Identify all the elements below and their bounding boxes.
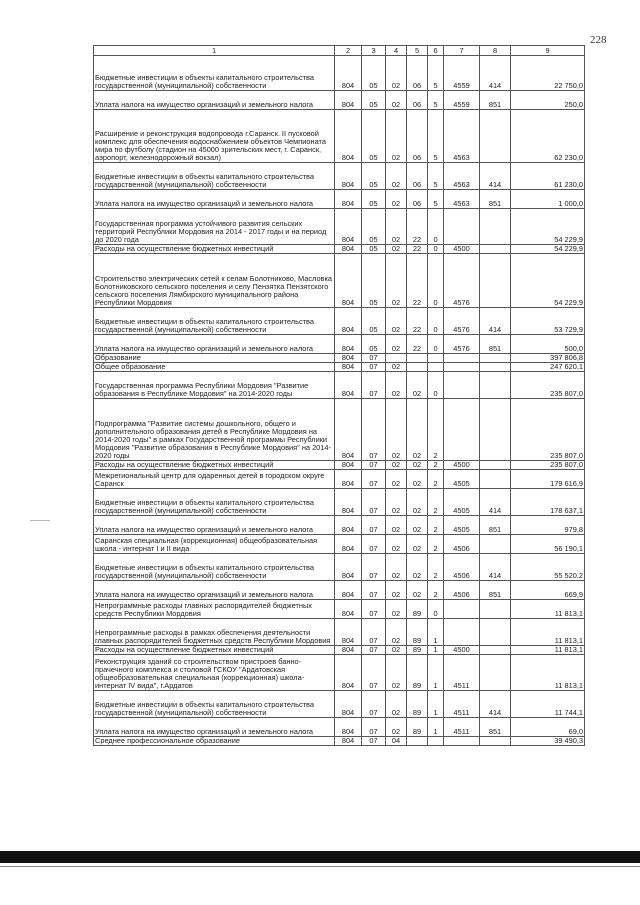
row-code-c5: 89 bbox=[407, 619, 428, 646]
row-code-c2: 804 bbox=[335, 470, 362, 489]
column-header-7: 7 bbox=[444, 46, 480, 56]
row-code-c2: 804 bbox=[335, 56, 362, 91]
table-row bbox=[94, 655, 585, 691]
row-code-c8: 851 bbox=[480, 335, 511, 354]
row-code-c2: 804 bbox=[335, 600, 362, 619]
row-code-c8: 851 bbox=[480, 516, 511, 535]
row-code-c2: 804 bbox=[335, 535, 362, 554]
table-row bbox=[94, 308, 585, 335]
row-amount: 247 620,1 bbox=[511, 363, 585, 372]
row-code-c5: 22 bbox=[407, 308, 428, 335]
row-code-c7 bbox=[444, 737, 480, 746]
page-number: 228 bbox=[590, 34, 607, 46]
row-code-c8 bbox=[480, 619, 511, 646]
row-code-c5: 02 bbox=[407, 581, 428, 600]
row-code-c7: 4500 bbox=[444, 245, 480, 254]
table-row bbox=[94, 399, 585, 461]
row-code-c3: 07 bbox=[362, 655, 386, 691]
row-code-c6 bbox=[428, 737, 444, 746]
row-code-c4: 02 bbox=[386, 718, 407, 737]
row-code-c4: 02 bbox=[386, 110, 407, 163]
row-amount: 61 230,0 bbox=[511, 163, 585, 190]
row-code-c6: 5 bbox=[428, 190, 444, 209]
row-code-c8 bbox=[480, 737, 511, 746]
row-amount: 500,0 bbox=[511, 335, 585, 354]
table-row bbox=[94, 461, 585, 470]
row-code-c4: 02 bbox=[386, 163, 407, 190]
row-description: Уплата налога на имущество организаций и земельного налога bbox=[94, 581, 335, 600]
table-row bbox=[94, 190, 585, 209]
row-code-c7: 4500 bbox=[444, 461, 480, 470]
row-code-c8 bbox=[480, 372, 511, 399]
row-code-c3: 05 bbox=[362, 163, 386, 190]
row-amount: 69,0 bbox=[511, 718, 585, 737]
row-code-c2: 804 bbox=[335, 209, 362, 245]
row-code-c6: 5 bbox=[428, 110, 444, 163]
row-code-c7 bbox=[444, 354, 480, 363]
row-description: Бюджетные инвестиции в объекты капитального строительства государственной (муниципальной) собственности bbox=[94, 489, 335, 516]
row-description: Бюджетные инвестиции в объекты капитального строительства государственной (муниципальной) собственности bbox=[94, 554, 335, 581]
row-code-c8 bbox=[480, 646, 511, 655]
row-code-c3: 07 bbox=[362, 354, 386, 363]
row-code-c6: 0 bbox=[428, 600, 444, 619]
row-code-c4: 02 bbox=[386, 254, 407, 308]
row-code-c7: 4576 bbox=[444, 335, 480, 354]
row-code-c8 bbox=[480, 254, 511, 308]
row-code-c2: 804 bbox=[335, 554, 362, 581]
scan-edge-line bbox=[0, 866, 640, 867]
row-code-c5: 22 bbox=[407, 335, 428, 354]
row-code-c6: 2 bbox=[428, 489, 444, 516]
row-code-c2: 804 bbox=[335, 110, 362, 163]
scan-mark bbox=[30, 520, 50, 521]
row-code-c5 bbox=[407, 354, 428, 363]
row-amount: 11 813,1 bbox=[511, 619, 585, 646]
row-amount: 22 750,0 bbox=[511, 56, 585, 91]
row-amount: 1 000,0 bbox=[511, 190, 585, 209]
table-row bbox=[94, 516, 585, 535]
row-description: Уплата налога на имущество организаций и земельного налога bbox=[94, 718, 335, 737]
header-row bbox=[94, 46, 585, 56]
row-code-c8 bbox=[480, 110, 511, 163]
row-code-c4: 02 bbox=[386, 56, 407, 91]
row-code-c6: 2 bbox=[428, 470, 444, 489]
row-description: Расходы на осуществление бюджетных инвестиций bbox=[94, 245, 335, 254]
row-code-c4: 02 bbox=[386, 554, 407, 581]
row-description: Подпрограмма "Развитие системы дошкольного, общего и дополнительного образования детей в Республике Мордовия на 2014-2020 годы" в рамках Государственной программы Республики Мордовия "Развитие образования в Республике Мордовия" на 2014-2020 годы bbox=[94, 399, 335, 461]
row-code-c7 bbox=[444, 372, 480, 399]
row-code-c7: 4505 bbox=[444, 489, 480, 516]
row-code-c8: 414 bbox=[480, 691, 511, 718]
table-row bbox=[94, 110, 585, 163]
row-code-c4: 04 bbox=[386, 737, 407, 746]
row-code-c5: 89 bbox=[407, 655, 428, 691]
row-code-c7: 4506 bbox=[444, 535, 480, 554]
row-amount: 54 229,9 bbox=[511, 245, 585, 254]
row-code-c8: 414 bbox=[480, 554, 511, 581]
table-row bbox=[94, 470, 585, 489]
row-code-c8 bbox=[480, 470, 511, 489]
row-amount: 250,0 bbox=[511, 91, 585, 110]
row-code-c5: 02 bbox=[407, 399, 428, 461]
row-code-c5: 02 bbox=[407, 516, 428, 535]
row-code-c3: 07 bbox=[362, 581, 386, 600]
column-header-9: 9 bbox=[511, 46, 585, 56]
row-code-c8: 851 bbox=[480, 581, 511, 600]
row-code-c6: 1 bbox=[428, 619, 444, 646]
table-body bbox=[94, 56, 585, 746]
row-amount: 39 490,3 bbox=[511, 737, 585, 746]
row-code-c2: 804 bbox=[335, 655, 362, 691]
row-code-c8 bbox=[480, 461, 511, 470]
row-code-c6: 5 bbox=[428, 163, 444, 190]
row-description: Расходы на осуществление бюджетных инвестиций bbox=[94, 461, 335, 470]
row-code-c8 bbox=[480, 399, 511, 461]
row-code-c6: 2 bbox=[428, 554, 444, 581]
row-code-c8 bbox=[480, 209, 511, 245]
row-description: Уплата налога на имущество организаций и земельного налога bbox=[94, 516, 335, 535]
row-code-c2: 804 bbox=[335, 254, 362, 308]
row-code-c8: 414 bbox=[480, 163, 511, 190]
row-code-c7: 4563 bbox=[444, 110, 480, 163]
row-code-c2: 804 bbox=[335, 489, 362, 516]
row-code-c3: 05 bbox=[362, 91, 386, 110]
row-code-c8 bbox=[480, 245, 511, 254]
row-code-c8 bbox=[480, 600, 511, 619]
row-code-c2: 804 bbox=[335, 308, 362, 335]
row-amount: 11 744,1 bbox=[511, 691, 585, 718]
row-code-c4: 02 bbox=[386, 363, 407, 372]
row-code-c7: 4506 bbox=[444, 581, 480, 600]
column-header-5: 5 bbox=[407, 46, 428, 56]
row-code-c7: 4576 bbox=[444, 308, 480, 335]
row-code-c6: 0 bbox=[428, 245, 444, 254]
row-code-c3: 07 bbox=[362, 554, 386, 581]
column-header-4: 4 bbox=[386, 46, 407, 56]
row-code-c8: 414 bbox=[480, 308, 511, 335]
row-code-c7: 4563 bbox=[444, 163, 480, 190]
row-code-c2: 804 bbox=[335, 737, 362, 746]
row-amount: 979,8 bbox=[511, 516, 585, 535]
row-description: Образование bbox=[94, 354, 335, 363]
row-code-c6: 1 bbox=[428, 646, 444, 655]
row-code-c7 bbox=[444, 363, 480, 372]
row-code-c2: 804 bbox=[335, 619, 362, 646]
row-code-c2: 804 bbox=[335, 691, 362, 718]
row-code-c7: 4559 bbox=[444, 91, 480, 110]
row-code-c3: 05 bbox=[362, 308, 386, 335]
table-row bbox=[94, 646, 585, 655]
row-code-c3: 07 bbox=[362, 516, 386, 535]
row-amount: 54 229,9 bbox=[511, 254, 585, 308]
row-code-c5: 06 bbox=[407, 91, 428, 110]
row-description: Бюджетные инвестиции в объекты капитального строительства государственной (муниципальной) собственности bbox=[94, 691, 335, 718]
row-code-c6: 0 bbox=[428, 372, 444, 399]
row-code-c3: 07 bbox=[362, 646, 386, 655]
row-amount: 11 813,1 bbox=[511, 600, 585, 619]
row-description: Уплата налога на имущество организаций и земельного налога bbox=[94, 190, 335, 209]
row-description: Строительство электрических сетей к селам Болотниково, Масловка Болотниковского сельского поселения и селу Пензятка Пензятского сельского поселения Лямбирского муниципального района Республики Мордовия bbox=[94, 254, 335, 308]
table-row bbox=[94, 209, 585, 245]
row-code-c6: 0 bbox=[428, 308, 444, 335]
row-code-c2: 804 bbox=[335, 581, 362, 600]
row-code-c4: 02 bbox=[386, 399, 407, 461]
row-code-c6: 2 bbox=[428, 535, 444, 554]
row-amount: 235 807,0 bbox=[511, 372, 585, 399]
row-code-c3: 05 bbox=[362, 56, 386, 91]
row-code-c4: 02 bbox=[386, 691, 407, 718]
row-code-c2: 804 bbox=[335, 245, 362, 254]
row-code-c6: 5 bbox=[428, 56, 444, 91]
row-code-c6: 0 bbox=[428, 209, 444, 245]
row-code-c5: 06 bbox=[407, 190, 428, 209]
row-code-c7: 4506 bbox=[444, 554, 480, 581]
row-code-c2: 804 bbox=[335, 91, 362, 110]
row-code-c4: 02 bbox=[386, 655, 407, 691]
row-description: Расширение и реконструкция водопровода г.Саранск. II пусковой комплекс для обеспечения водоснабжением объектов Чемпионата мира по футболу (стадион на 45000 зрительских мест, г. Саранск, аэропорт, железнодорожный вокзал) bbox=[94, 110, 335, 163]
row-code-c8 bbox=[480, 363, 511, 372]
row-code-c4: 02 bbox=[386, 489, 407, 516]
row-code-c2: 804 bbox=[335, 372, 362, 399]
row-code-c6: 2 bbox=[428, 581, 444, 600]
table-row bbox=[94, 335, 585, 354]
row-code-c7: 4511 bbox=[444, 718, 480, 737]
row-description: Расходы на осуществление бюджетных инвестиций bbox=[94, 646, 335, 655]
row-code-c4: 02 bbox=[386, 619, 407, 646]
row-description: Реконструкция зданий со строительством пристроев банно-прачечного комплекса и столовой ГСКОУ "Ардатовская общеобразовательная специальная (коррекционная) школа-интернат IV вида", г.Ардатов bbox=[94, 655, 335, 691]
row-code-c6 bbox=[428, 354, 444, 363]
table-row bbox=[94, 254, 585, 308]
row-code-c8: 851 bbox=[480, 190, 511, 209]
row-code-c6: 1 bbox=[428, 691, 444, 718]
table-row bbox=[94, 619, 585, 646]
row-description: Межрегиональный центр для одаренных детей в городском округе Саранск bbox=[94, 470, 335, 489]
column-header-2: 2 bbox=[335, 46, 362, 56]
column-header-3: 3 bbox=[362, 46, 386, 56]
row-code-c6: 0 bbox=[428, 335, 444, 354]
row-code-c3: 07 bbox=[362, 372, 386, 399]
row-code-c5: 06 bbox=[407, 56, 428, 91]
row-code-c6: 5 bbox=[428, 91, 444, 110]
row-code-c3: 07 bbox=[362, 691, 386, 718]
row-code-c5: 22 bbox=[407, 254, 428, 308]
row-code-c4: 02 bbox=[386, 91, 407, 110]
row-code-c8: 414 bbox=[480, 56, 511, 91]
row-code-c2: 804 bbox=[335, 718, 362, 737]
table-row bbox=[94, 718, 585, 737]
row-code-c5: 06 bbox=[407, 110, 428, 163]
row-code-c5: 89 bbox=[407, 600, 428, 619]
table-row bbox=[94, 91, 585, 110]
row-amount: 62 230,0 bbox=[511, 110, 585, 163]
row-description: Бюджетные инвестиции в объекты капитального строительства государственной (муниципальной) собственности bbox=[94, 308, 335, 335]
row-code-c4: 02 bbox=[386, 581, 407, 600]
row-description: Общее образование bbox=[94, 363, 335, 372]
row-code-c5: 02 bbox=[407, 554, 428, 581]
row-code-c5: 89 bbox=[407, 646, 428, 655]
row-code-c2: 804 bbox=[335, 163, 362, 190]
scan-edge-bar bbox=[0, 851, 640, 863]
row-description: Непрограммные расходы в рамках обеспечения деятельности главных распорядителей бюджетных средств Республики Мордовия bbox=[94, 619, 335, 646]
row-code-c8 bbox=[480, 354, 511, 363]
row-code-c3: 07 bbox=[362, 535, 386, 554]
row-code-c3: 05 bbox=[362, 110, 386, 163]
row-code-c5 bbox=[407, 737, 428, 746]
row-code-c7: 4559 bbox=[444, 56, 480, 91]
row-code-c7: 4563 bbox=[444, 190, 480, 209]
table-row bbox=[94, 363, 585, 372]
row-code-c5: 89 bbox=[407, 718, 428, 737]
row-code-c7 bbox=[444, 399, 480, 461]
row-description: Бюджетные инвестиции в объекты капитального строительства государственной (муниципальной) собственности bbox=[94, 56, 335, 91]
row-description: Саранская специальная (коррекционная) общеобразовательная школа - интернат I и II вида bbox=[94, 535, 335, 554]
row-amount: 178 637,1 bbox=[511, 489, 585, 516]
row-amount: 54 229,9 bbox=[511, 209, 585, 245]
row-code-c3: 07 bbox=[362, 399, 386, 461]
row-code-c7: 4505 bbox=[444, 516, 480, 535]
row-code-c3: 07 bbox=[362, 489, 386, 516]
row-code-c6: 2 bbox=[428, 399, 444, 461]
row-code-c4: 02 bbox=[386, 461, 407, 470]
row-code-c6: 2 bbox=[428, 516, 444, 535]
table-row bbox=[94, 581, 585, 600]
row-amount: 11 813,1 bbox=[511, 646, 585, 655]
row-code-c3: 07 bbox=[362, 470, 386, 489]
row-code-c3: 07 bbox=[362, 718, 386, 737]
row-code-c6: 1 bbox=[428, 655, 444, 691]
budget-table bbox=[93, 45, 585, 746]
row-code-c4: 02 bbox=[386, 372, 407, 399]
row-code-c5: 06 bbox=[407, 163, 428, 190]
row-code-c2: 804 bbox=[335, 516, 362, 535]
row-code-c7 bbox=[444, 619, 480, 646]
table-row bbox=[94, 691, 585, 718]
row-code-c4: 02 bbox=[386, 190, 407, 209]
row-description: Уплата налога на имущество организаций и земельного налога bbox=[94, 91, 335, 110]
row-description: Непрограммные расходы главных распорядителей бюджетных средств Республики Мордовия bbox=[94, 600, 335, 619]
row-code-c2: 804 bbox=[335, 646, 362, 655]
row-code-c2: 804 bbox=[335, 335, 362, 354]
row-code-c5: 02 bbox=[407, 489, 428, 516]
row-code-c7: 4511 bbox=[444, 691, 480, 718]
table-row bbox=[94, 535, 585, 554]
row-code-c4: 02 bbox=[386, 646, 407, 655]
column-header-1: 1 bbox=[94, 46, 335, 56]
row-code-c3: 07 bbox=[362, 461, 386, 470]
table-row bbox=[94, 554, 585, 581]
row-code-c6: 2 bbox=[428, 461, 444, 470]
row-code-c3: 05 bbox=[362, 254, 386, 308]
row-code-c4: 02 bbox=[386, 600, 407, 619]
column-header-6: 6 bbox=[428, 46, 444, 56]
row-code-c5: 02 bbox=[407, 470, 428, 489]
table-row bbox=[94, 489, 585, 516]
row-code-c4: 02 bbox=[386, 470, 407, 489]
row-code-c5: 02 bbox=[407, 535, 428, 554]
row-description: Государственная программа Республики Мордовия "Развитие образования в Республике Мордовия" на 2014-2020 годы bbox=[94, 372, 335, 399]
row-code-c4: 02 bbox=[386, 209, 407, 245]
row-code-c5: 22 bbox=[407, 245, 428, 254]
row-code-c2: 804 bbox=[335, 354, 362, 363]
row-code-c8: 414 bbox=[480, 489, 511, 516]
row-code-c6 bbox=[428, 363, 444, 372]
row-amount: 669,9 bbox=[511, 581, 585, 600]
row-code-c4: 02 bbox=[386, 535, 407, 554]
row-code-c3: 05 bbox=[362, 245, 386, 254]
row-code-c7 bbox=[444, 209, 480, 245]
row-description: Среднее профессиональное образование bbox=[94, 737, 335, 746]
row-code-c4: 02 bbox=[386, 245, 407, 254]
row-code-c4: 02 bbox=[386, 308, 407, 335]
row-code-c8 bbox=[480, 655, 511, 691]
table-row bbox=[94, 245, 585, 254]
table-row bbox=[94, 600, 585, 619]
row-code-c2: 804 bbox=[335, 190, 362, 209]
row-amount: 397 806,8 bbox=[511, 354, 585, 363]
row-code-c8: 851 bbox=[480, 91, 511, 110]
row-code-c7 bbox=[444, 600, 480, 619]
row-code-c2: 804 bbox=[335, 461, 362, 470]
row-code-c3: 07 bbox=[362, 600, 386, 619]
row-amount: 55 520,2 bbox=[511, 554, 585, 581]
row-code-c8 bbox=[480, 535, 511, 554]
row-code-c4 bbox=[386, 354, 407, 363]
row-code-c3: 05 bbox=[362, 335, 386, 354]
row-amount: 11 813,1 bbox=[511, 655, 585, 691]
row-code-c5: 22 bbox=[407, 209, 428, 245]
row-amount: 235 807,0 bbox=[511, 399, 585, 461]
row-code-c7: 4511 bbox=[444, 655, 480, 691]
table-row bbox=[94, 56, 585, 91]
row-code-c3: 05 bbox=[362, 190, 386, 209]
row-code-c7: 4500 bbox=[444, 646, 480, 655]
row-code-c7: 4505 bbox=[444, 470, 480, 489]
row-code-c8: 851 bbox=[480, 718, 511, 737]
row-code-c6: 1 bbox=[428, 718, 444, 737]
row-code-c3: 07 bbox=[362, 737, 386, 746]
row-code-c2: 804 bbox=[335, 363, 362, 372]
row-code-c3: 05 bbox=[362, 209, 386, 245]
row-code-c2: 804 bbox=[335, 399, 362, 461]
row-code-c6: 0 bbox=[428, 254, 444, 308]
row-amount: 235 807,0 bbox=[511, 461, 585, 470]
row-description: Бюджетные инвестиции в объекты капитального строительства государственной (муниципальной) собственности bbox=[94, 163, 335, 190]
row-code-c5 bbox=[407, 363, 428, 372]
row-amount: 53 729,9 bbox=[511, 308, 585, 335]
row-amount: 179 616,9 bbox=[511, 470, 585, 489]
table-row bbox=[94, 372, 585, 399]
row-code-c3: 07 bbox=[362, 619, 386, 646]
column-header-8: 8 bbox=[480, 46, 511, 56]
row-code-c5: 02 bbox=[407, 372, 428, 399]
table-row bbox=[94, 163, 585, 190]
row-code-c4: 02 bbox=[386, 516, 407, 535]
row-code-c3: 07 bbox=[362, 363, 386, 372]
table-row bbox=[94, 354, 585, 363]
table-row bbox=[94, 737, 585, 746]
row-code-c5: 89 bbox=[407, 691, 428, 718]
row-description: Государственная программа устойчивого развития сельских территорий Республики Мордовия на 2014 - 2017 годы и на период до 2020 года bbox=[94, 209, 335, 245]
row-code-c4: 02 bbox=[386, 335, 407, 354]
row-description: Уплата налога на имущество организаций и земельного налога bbox=[94, 335, 335, 354]
row-code-c5: 02 bbox=[407, 461, 428, 470]
row-code-c7: 4576 bbox=[444, 254, 480, 308]
row-amount: 56 190,1 bbox=[511, 535, 585, 554]
